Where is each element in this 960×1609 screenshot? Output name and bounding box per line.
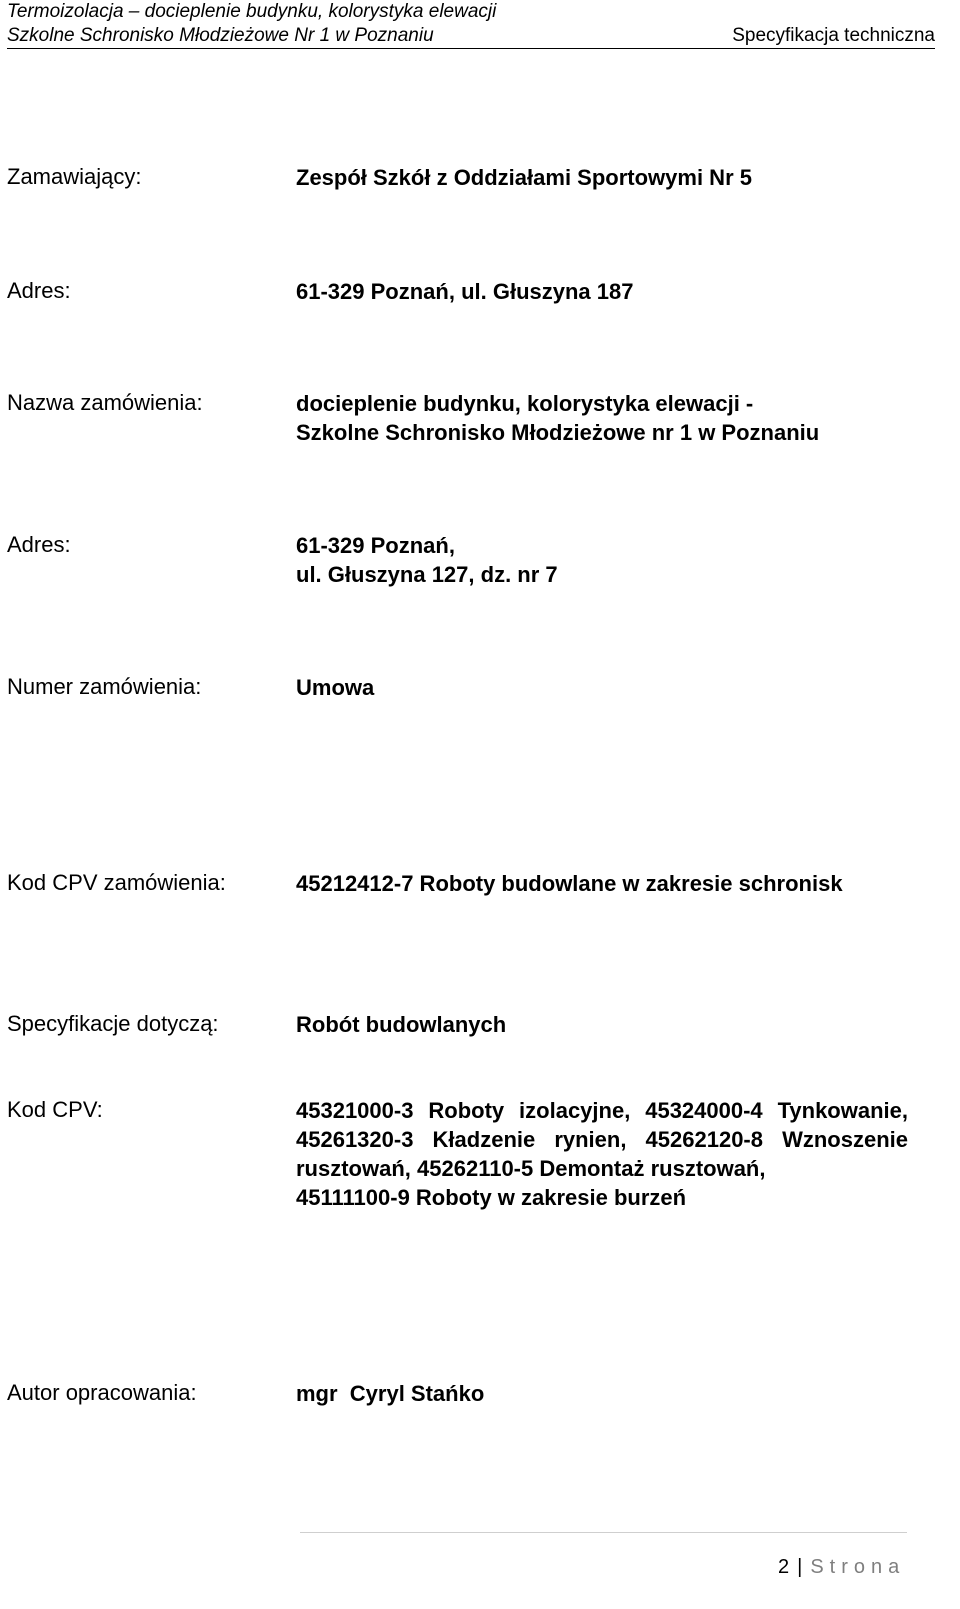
field-value-line: 61-329 Poznań, xyxy=(296,533,455,558)
field-label: Adres: xyxy=(7,532,71,557)
field-value-line: 45321000-3 Roboty izolacyjne, 45324000-4 Tynkowanie, xyxy=(296,1098,908,1123)
field-value-line: 45261320-3 Kładzenie rynien, 45262120-8 Wznoszenie xyxy=(296,1127,908,1152)
field-label: Numer zamówienia: xyxy=(7,674,202,699)
field-label: Specyfikacje dotyczą: xyxy=(7,1011,219,1036)
page-number-block xyxy=(778,1556,905,1579)
field-value: 61-329 Poznań, ul. Głuszyna 187 xyxy=(296,279,634,304)
field-value xyxy=(296,389,819,447)
field-value: Zespół Szkół z Oddziałami Sportowymi Nr 5 xyxy=(296,165,752,190)
field-value: Robót budowlanych xyxy=(296,1012,507,1037)
field-label: Adres: xyxy=(7,278,71,303)
header-title-line1: Termoizolacja – docieplenie budynku, kolorystyka elewacji xyxy=(7,1,497,22)
field-value: Umowa xyxy=(296,675,375,700)
header-doc-type: Specyfikacja techniczna xyxy=(732,25,935,46)
page-header xyxy=(7,0,935,49)
page-separator: | xyxy=(797,1556,803,1578)
field-label: Autor opracowania: xyxy=(7,1380,197,1405)
field-value-line: 45111100-9 Roboty w zakresie burzeń xyxy=(296,1185,687,1210)
field-value: mgr Cyryl Stańko xyxy=(296,1381,485,1406)
field-label: Kod CPV: xyxy=(7,1097,103,1122)
page-number: 2 xyxy=(778,1556,790,1578)
field-label: Zamawiający: xyxy=(7,164,142,189)
field-value-line: Szkolne Schronisko Młodzieżowe nr 1 w Poznaniu xyxy=(296,420,820,445)
field-value xyxy=(296,1096,908,1212)
page-word: Strona xyxy=(810,1556,906,1578)
field-label: Nazwa zamówienia: xyxy=(7,390,203,415)
field-value-line: docieplenie budynku, kolorystyka elewacji - xyxy=(296,391,754,416)
header-title-line2: Szkolne Schronisko Młodzieżowe Nr 1 w Poznaniu xyxy=(7,25,434,46)
footer-divider xyxy=(300,1532,907,1533)
field-value: 45212412-7 Roboty budowlane w zakresie schronisk xyxy=(296,871,843,896)
field-label: Kod CPV zamówienia: xyxy=(7,870,226,895)
field-value xyxy=(296,531,558,589)
field-value-line: ul. Głuszyna 127, dz. nr 7 xyxy=(296,562,558,587)
field-value-line: rusztowań, 45262110-5 Demontaż rusztowań, xyxy=(296,1156,766,1181)
